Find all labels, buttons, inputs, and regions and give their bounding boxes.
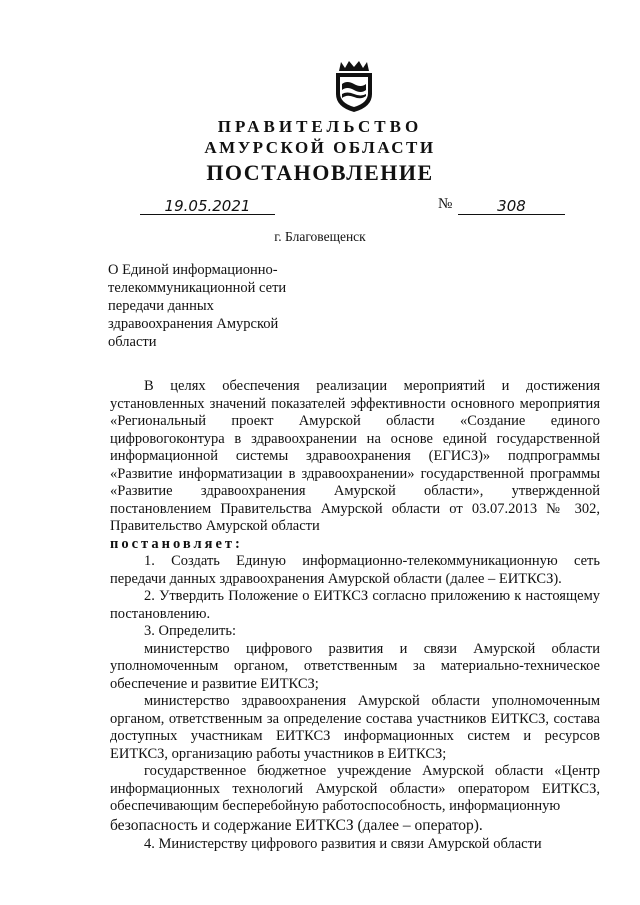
item-1: 1. Создать Единую информационно-телекоммуникационную сеть передачи данных здравоохранения Амурской области (далее – ЕИТКСЗ). [110, 553, 600, 587]
government-name-line1: ПРАВИТЕЛЬСТВО [217, 117, 423, 136]
item-4: 4. Министерству цифрового развития и связи Амурской области [144, 835, 542, 852]
document-body [110, 378, 600, 853]
item-3: 3. Определить: [144, 623, 237, 639]
document-date: 19.05.2021 [140, 198, 275, 215]
item-3c-part1: государственное бюджетное учреждение Амурской области «Центр информационных технологий Амурской области» оператором ЕИТКСЗ, обеспечивающим бесперебойную работоспособность, информационную [110, 763, 600, 814]
document-type-title: ПОСТАНОВЛЕНИЕ [206, 160, 434, 185]
document-city: г. Благовещенск [274, 229, 366, 244]
coat-of-arms-icon [331, 58, 377, 114]
item-2: 2. Утвердить Положение о ЕИТКСЗ согласно приложению к настоящему постановлению. [110, 588, 600, 622]
document-subject: О Единой информационно-телекоммуникационной сети передачи данных здравоохранения Амурской области [108, 262, 287, 350]
government-name-line2: АМУРСКОЙ ОБЛАСТИ [204, 138, 436, 157]
item-3c-part2: безопасность и содержание ЕИТКСЗ (далее – оператор). [110, 816, 483, 834]
item-3b: министерство здравоохранения Амурской области уполномоченным органом, ответственным за определение состава участников ЕИТКСЗ, состава доступных участникам ЕИТКСЗ информационных систем и ресурсов ЕИТКСЗ, организацию работы участников в ЕИТКСЗ; [110, 693, 600, 762]
decree-word: постановляет: [110, 535, 243, 552]
item-3a: министерство цифрового развития и связи Амурской области уполномоченным органом, ответственным за материально-техническое обеспечение и развитие ЕИТКСЗ; [110, 640, 600, 692]
document-number: 308 [458, 198, 565, 215]
preamble-paragraph: В целях обеспечения реализации мероприятий и достижения установленных значений показателей эффективности основного мероприятия «Региональный проект Амурской области «Создание единого цифровогоконтура в здравоохранении на основе единой государственной информационной системы здравоохранения (ЕГИСЗ)» подпрограммы «Развитие информатизации в здравоохранении» государственной программы «Развитие здравоохранения Амурской области», утвержденной постановлением Правительства Амурской области от 03.07.2013 № 302, Правительство Амурской области [110, 378, 600, 534]
number-label: № [438, 196, 453, 212]
